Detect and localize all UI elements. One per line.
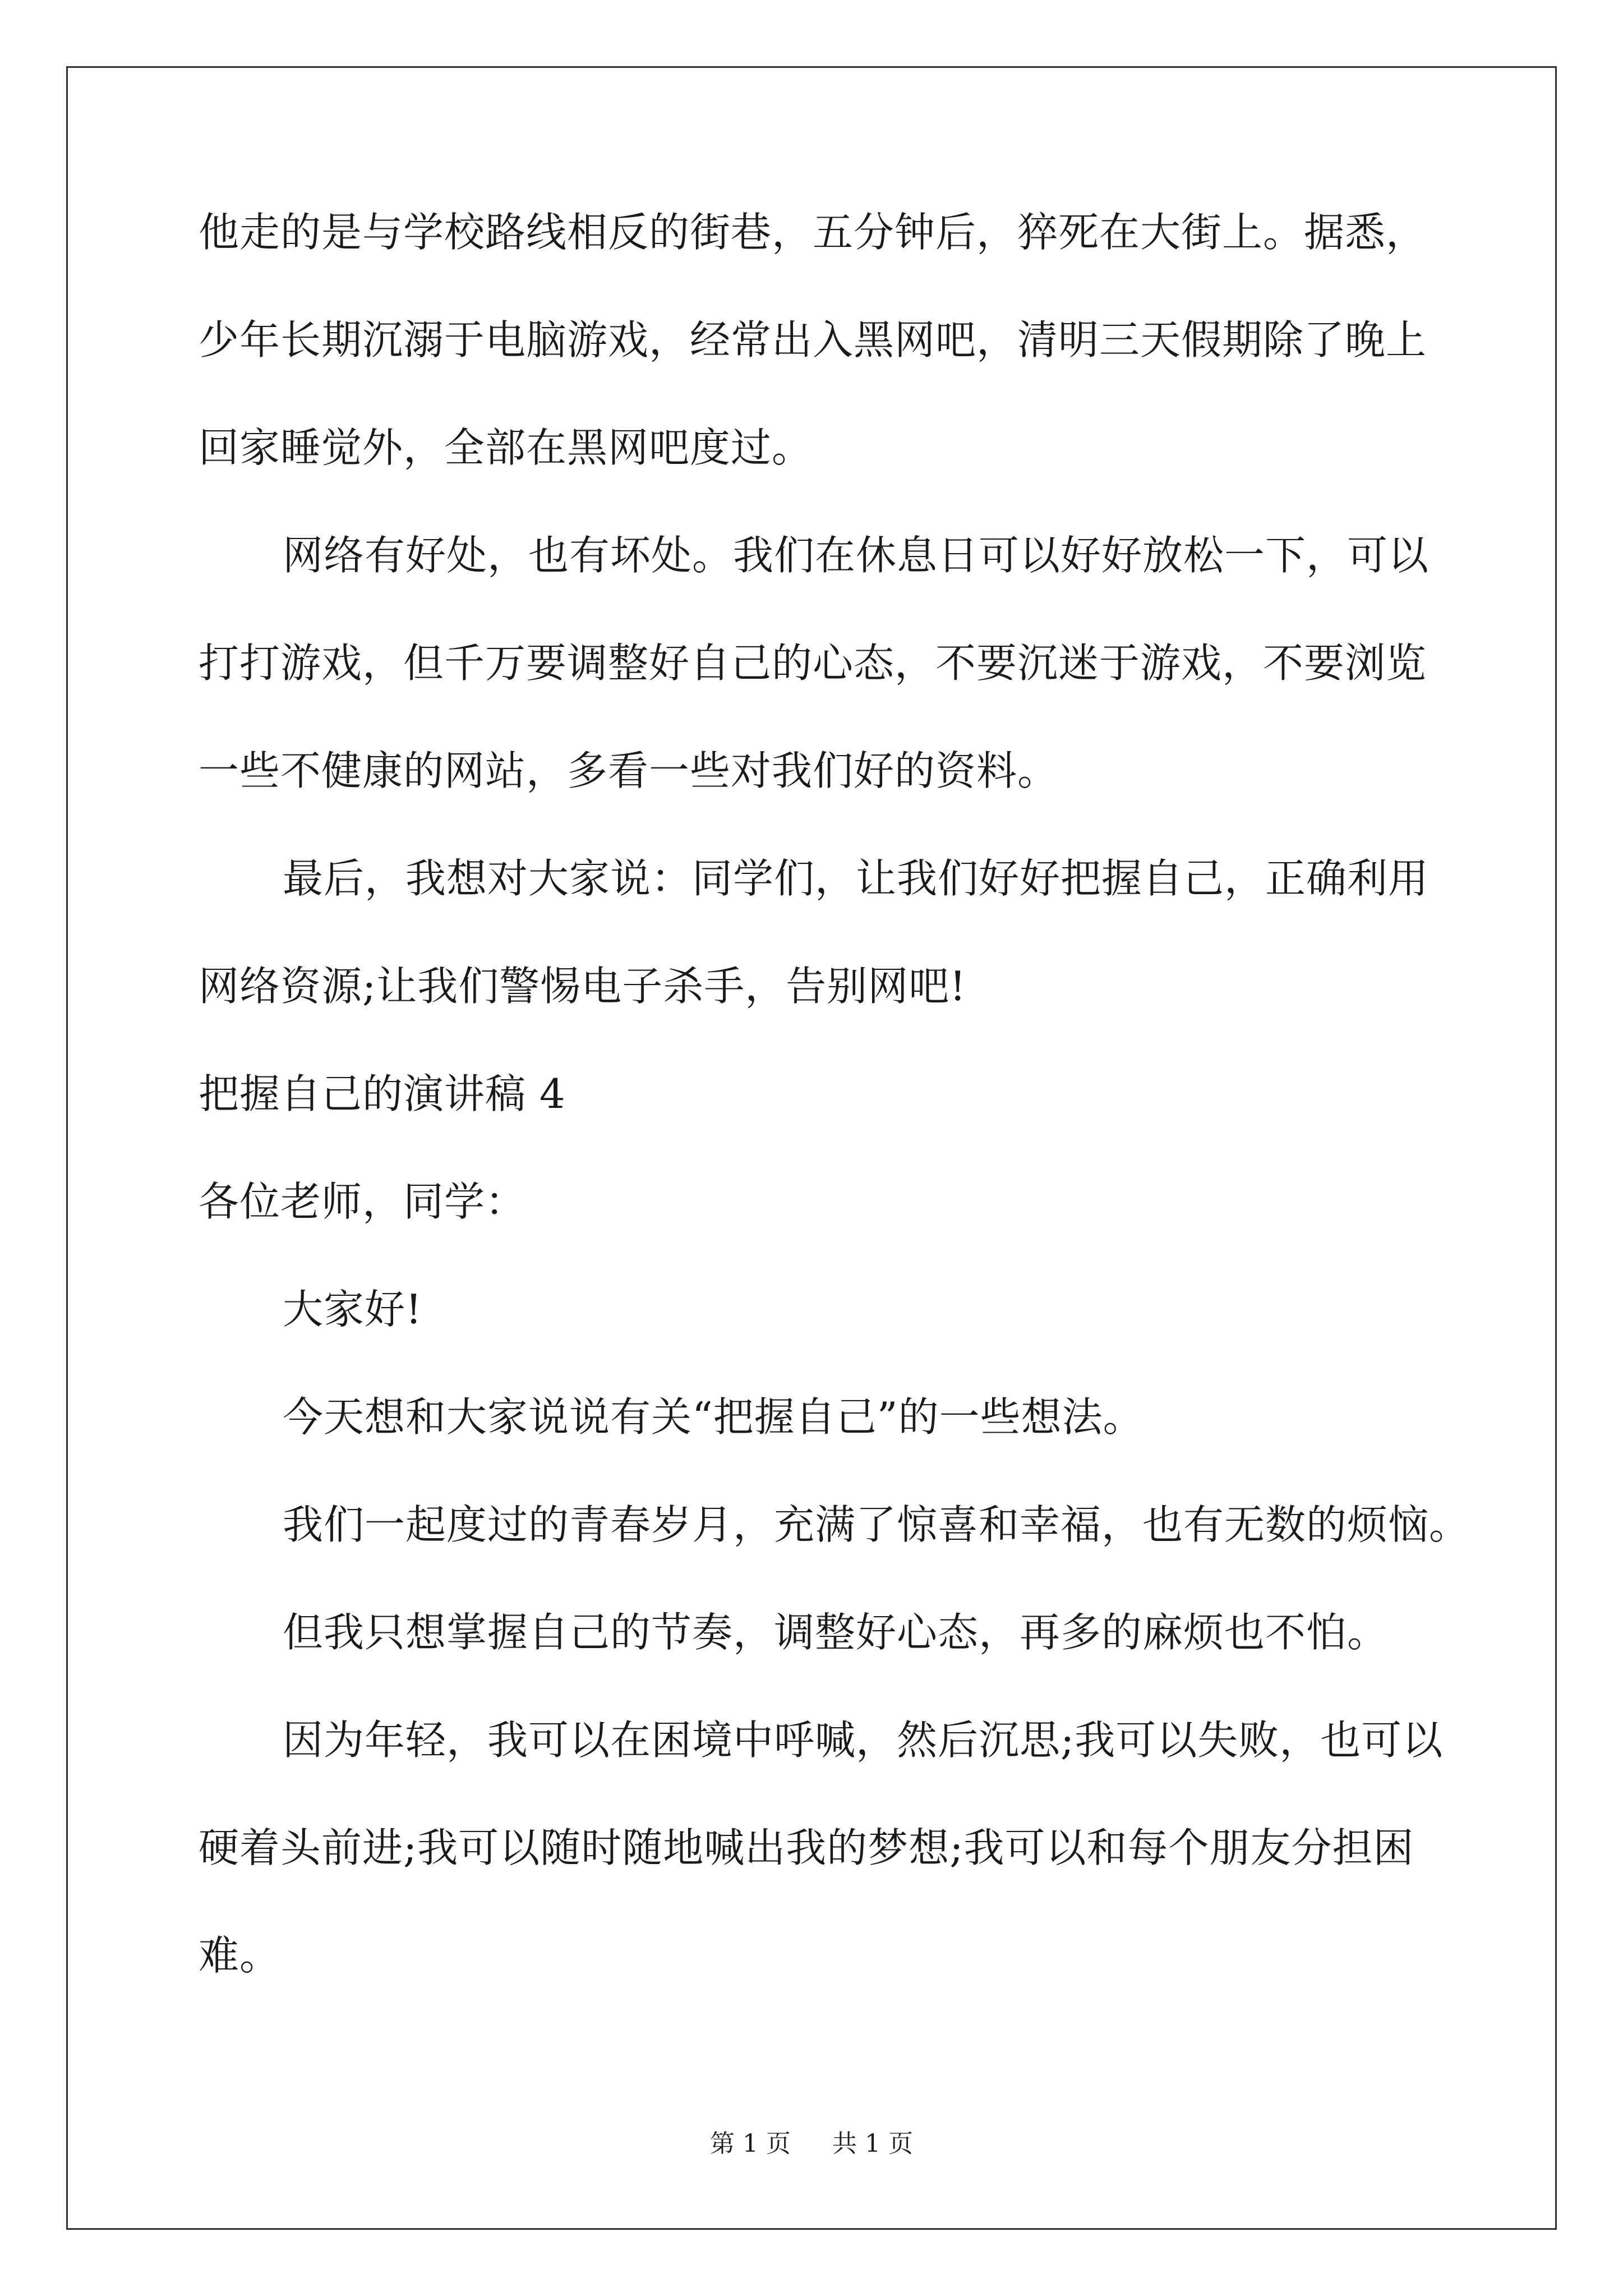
salutation: 各位老师，同学： [199, 1178, 527, 1225]
text-line-8: 网络资源;让我们警惕电子杀手，告别网吧! [199, 963, 967, 1010]
text-line-14: 但我只想掌握自己的节奏，调整好心态，再多的麻烦也不怕。 [283, 1609, 1389, 1656]
text-line-1: 他走的是与学校路线相反的街巷，五分钟后，猝死在大街上。据悉， [199, 209, 1427, 256]
text-line-7: 最后，我想对大家说：同学们，让我们好好把握自己，正确利用 [283, 855, 1430, 902]
text-line-16: 硬着头前进;我可以随时随地喊出我的梦想;我可以和每个朋友分担困 [199, 1824, 1414, 1871]
greeting: 大家好! [283, 1286, 422, 1333]
page-total: 共 1 页 [832, 2129, 913, 2158]
text-line-2: 少年长期沉溺于电脑游戏，经常出入黑网吧，清明三天假期除了晚上 [199, 316, 1427, 364]
section-heading: 把握自己的演讲稿 4 [199, 1070, 566, 1117]
text-line-5: 打打游戏，但千万要调整好自己的心态，不要沉迷于游戏，不要浏览 [199, 639, 1427, 687]
page-number: 第 1 页 [710, 2129, 791, 2158]
document-body [199, 209, 1470, 2043]
text-line-4: 网络有好处，也有坏处。我们在休息日可以好好放松一下，可以 [283, 532, 1430, 579]
text-line-3: 回家睡觉外，全部在黑网吧度过。 [199, 424, 813, 471]
text-line-6: 一些不健康的网站，多看一些对我们好的资料。 [199, 747, 1059, 794]
text-line-15: 因为年轻，我可以在困境中呼喊，然后沉思;我可以失败，也可以 [283, 1717, 1444, 1764]
text-line-12: 今天想和大家说说有关“把握自己”的一些想法。 [283, 1393, 1144, 1441]
page-footer [0, 2129, 1623, 2158]
text-line-13: 我们一起度过的青春岁月，充满了惊喜和幸福，也有无数的烦恼。 [283, 1501, 1470, 1548]
text-line-17: 难。 [199, 1932, 281, 1979]
